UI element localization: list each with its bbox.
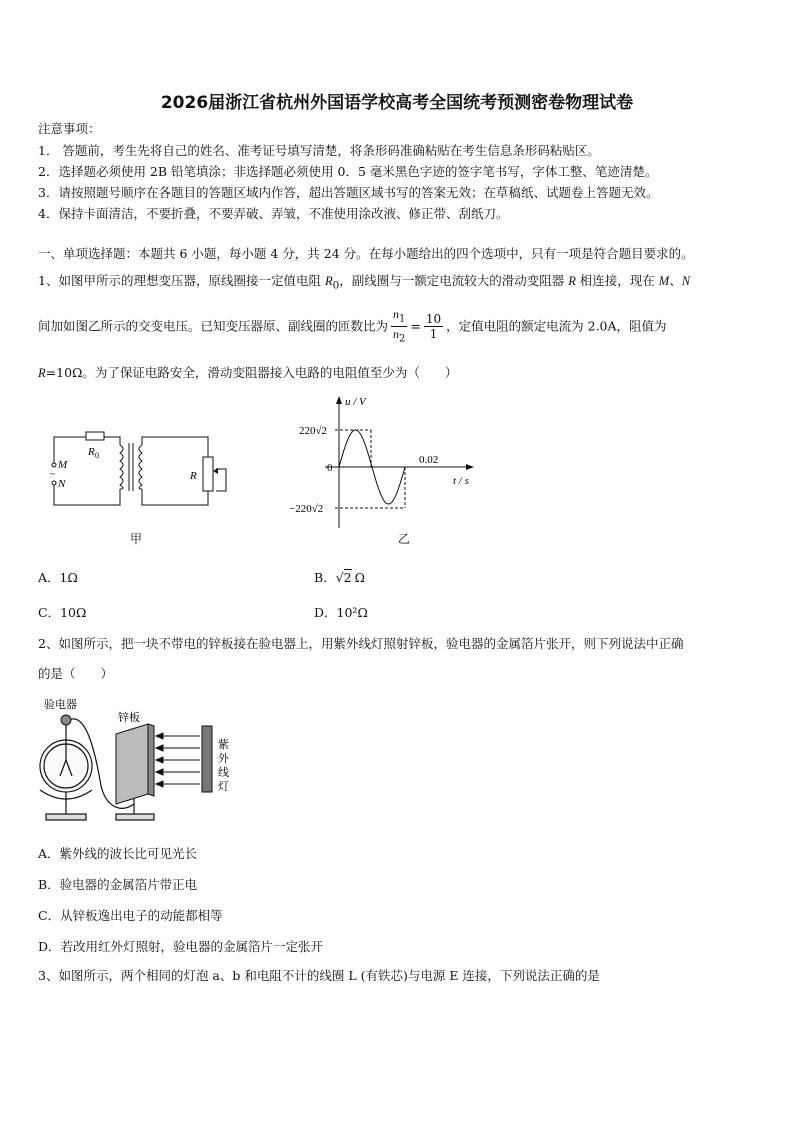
voltage-time-graph — [285, 392, 485, 532]
u-axis-label: u / V — [345, 396, 366, 408]
q3-line-1: 3、如图所示，两个相同的灯泡 a、b 和电阻不计的线圈 L (有铁芯)与电源 E 连接，下列说法正确的是 — [38, 968, 600, 983]
sqrt-symbol: √ — [335, 570, 344, 585]
lamp-label-char-4: 灯 — [218, 781, 229, 793]
electroscope-figure — [36, 696, 236, 830]
rheostat-label: R — [190, 470, 197, 482]
zinc-plate-label: 锌板 — [118, 712, 140, 724]
ratio-value-fraction: $\frac{10}{1}$ — [425, 312, 442, 342]
notice-item-4: 4．保持卡面清洁，不要折叠，不要弄破、弄皱，不准使用涂改液、修正带、刮纸刀。 — [38, 206, 509, 221]
transformer-circuit-diagram — [40, 425, 240, 515]
q1-option-d[interactable]: D．10²Ω — [314, 605, 368, 620]
n-terminal-label: N — [58, 478, 66, 490]
q2-option-a[interactable]: A．紫外线的波长比可见光长 — [38, 846, 198, 861]
q1-line-2: 间加如图乙所示的交变电压。已知变压器原、副线圈的匝数比为 $\frac{n_1}{n_2}$ = $\frac{10}{1}$ ，定值电阻的额定电流为 2.0A，阻值为 — [38, 307, 667, 345]
r0-label: R — [88, 446, 95, 458]
q1-line-3: R=10Ω。为了保证电路安全，滑动变阻器接入电路的电阻值至少为（ ） — [38, 365, 458, 380]
notice-heading: 注意事项： — [38, 121, 101, 136]
notice-item-2: 2．选择题必须使用 2B 铅笔填涂；非选择题必须使用 0．5 毫米黑色字迹的签字笔书写，字体工整、笔迹清楚。 — [38, 164, 658, 179]
figure-a-caption: 甲 — [130, 532, 143, 546]
electroscope-label: 验电器 — [44, 699, 77, 711]
lamp-label-char-2: 外 — [218, 753, 229, 765]
lamp-label-char-1: 紫 — [218, 739, 229, 751]
q2-option-b[interactable]: B．验电器的金属箔片带正电 — [38, 877, 198, 892]
turns-ratio-fraction: $\frac{n_1}{n_2}$ — [393, 307, 406, 345]
q2-option-c[interactable]: C．从锌板逸出电子的动能都相等 — [38, 908, 223, 923]
q1-option-a[interactable]: A．1Ω — [38, 570, 78, 585]
q2-line-2: 的是（ ） — [38, 666, 114, 681]
section-heading: 一、单项选择题：本题共 6 小题，每小题 4 分，共 24 分。在每小题给出的四个选项中，只有一项是符合题目要求的。 — [38, 246, 694, 261]
notice-item-3: 3．请按照题号顺序在各题目的答题区域内作答，超出答题区域书写的答案无效；在草稿纸、试题卷上答题无效。 — [38, 185, 659, 200]
r0-subscript: 0 — [95, 451, 99, 460]
q2-line-1: 2、如图所示，把一块不带电的锌板接在验电器上，用紫外线灯照射锌板，验电器的金属箔片张开，则下列说法中正确 — [38, 636, 684, 651]
lamp-label-char-3: 线 — [218, 767, 229, 779]
t-axis-label: t / s — [453, 475, 469, 487]
trough-voltage-label: −220√2 — [289, 503, 324, 515]
page-title: 2026届浙江省杭州外国语学校高考全国统考预测密卷物理试卷 — [160, 93, 634, 113]
origin-label: 0 — [327, 462, 333, 474]
q1-line-1: 1、如图甲所示的理想变压器，原线圈接一定值电阻 $R_0$，副线圈与一额定电流较大的滑动变阻器 R 相连接，现在 M、N — [38, 273, 691, 292]
q1-option-c[interactable]: C．10Ω — [38, 605, 87, 620]
q2-option-d[interactable]: D．若改用红外灯照射，验电器的金属箔片一定张开 — [38, 939, 324, 954]
m-terminal-label: M — [58, 459, 68, 471]
peak-voltage-label: 220√2 — [299, 425, 328, 437]
ac-source-symbol: ~ — [50, 469, 55, 479]
notice-item-1: 1． 答题前，考生先将自己的姓名、准考证号填写清楚，将条形码准确粘贴在考生信息条形码粘贴区。 — [38, 143, 600, 158]
q1-option-b[interactable]: B．√2 Ω — [314, 570, 365, 585]
period-label: 0.02 — [419, 454, 439, 466]
figure-b-caption: 乙 — [398, 532, 411, 546]
